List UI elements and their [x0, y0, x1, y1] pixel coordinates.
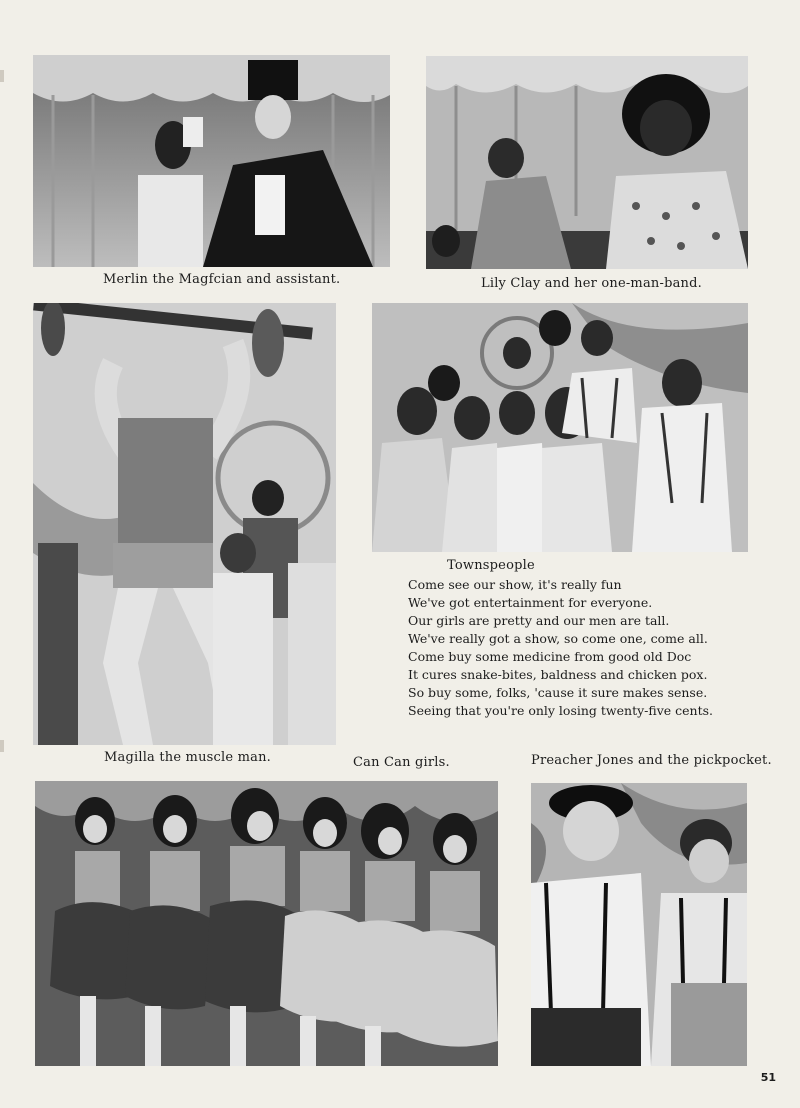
- poem-line: We've really got a show, so come one, come all.: [408, 631, 708, 646]
- poem-line: Our girls are pretty and our men are tall.: [408, 613, 670, 628]
- caption-magilla: Magilla the muscle man.: [104, 750, 271, 765]
- caption-cancan: Can Can girls.: [353, 755, 450, 770]
- poem-line: We've got entertainment for everyone.: [408, 595, 653, 610]
- binder-mark: [0, 70, 4, 82]
- binder-mark: [0, 740, 4, 752]
- page-number: 51: [760, 1071, 776, 1084]
- poem-line: Come see our show, it's really fun: [408, 577, 622, 592]
- poem-line: Seeing that you're only losing twenty-five cents.: [408, 703, 714, 718]
- poem-line: It cures snake-bites, baldness and chicken pox.: [408, 667, 708, 682]
- caption-lily: Lily Clay and her one-man-band.: [481, 276, 702, 291]
- caption-merlin: Merlin the Magfcian and assistant.: [103, 272, 341, 287]
- photo-magilla: [33, 303, 336, 745]
- photo-townspeople: [372, 303, 748, 552]
- caption-preacher: Preacher Jones and the pickpocket.: [531, 753, 772, 768]
- photo-merlin: [33, 55, 390, 267]
- photo-preacher: [531, 783, 747, 1066]
- poem-line: Come buy some medicine from good old Doc: [408, 649, 692, 664]
- poem: [408, 576, 713, 720]
- photo-lily: [426, 56, 748, 269]
- caption-townspeople: Townspeople: [447, 558, 535, 573]
- poem-line: So buy some, folks, 'cause it sure makes sense.: [408, 685, 708, 700]
- photo-cancan: [35, 781, 498, 1066]
